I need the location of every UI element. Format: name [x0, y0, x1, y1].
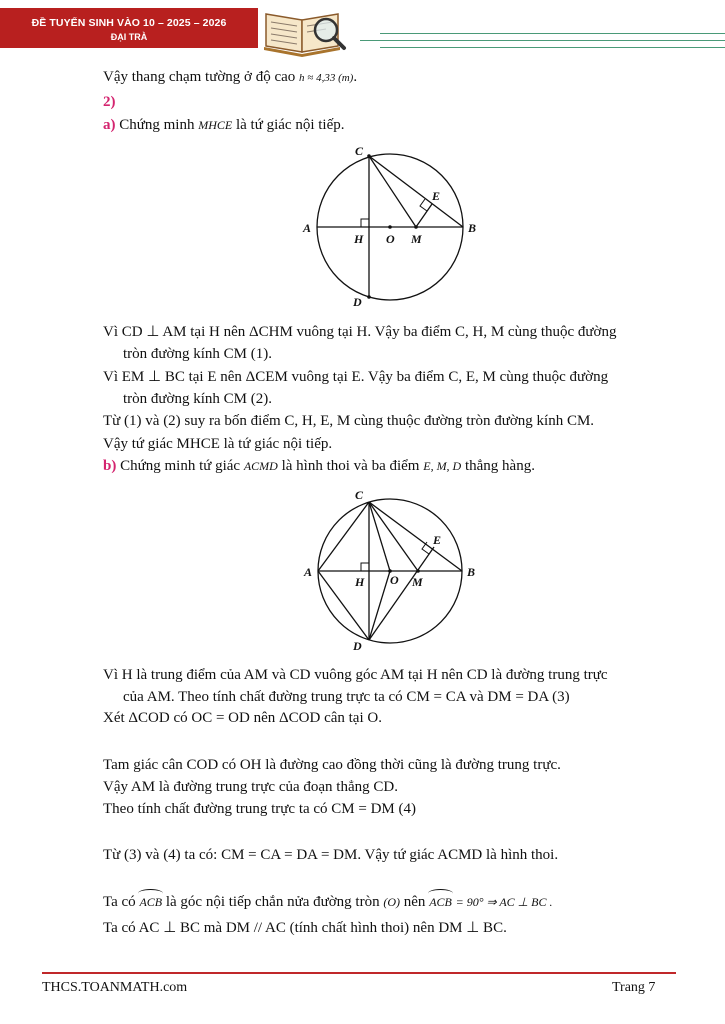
fig1-segment-cm — [369, 156, 416, 227]
paragraph-6: Xét ΔCOD có OC = OD nên ΔCOD cân tại O. — [103, 710, 382, 726]
paragraph-7: Tam giác cân COD có OH là đường cao đồng thời cũng là đường trung trực. — [103, 757, 561, 773]
fig2-right-angle-h — [361, 563, 369, 571]
footer-site: THCS.TOANMATH.com — [42, 980, 188, 995]
fig2-segment-od — [369, 571, 390, 640]
fig1-segment-em — [416, 204, 432, 227]
paragraph-11: Ta có ACB là góc nội tiếp chắn nửa đường tròn (O) nên ACB = 90° ⇒ AC ⊥ BC . — [103, 894, 553, 910]
fig1-segment-cb — [369, 156, 463, 227]
paragraph-9: Theo tính chất đường trung trực ta có CM = DM (4) — [103, 801, 417, 817]
fig2-right-angle-e — [422, 542, 429, 554]
header-rule-1 — [380, 33, 725, 34]
fig1-point-m — [414, 225, 418, 229]
exam-title: ĐỀ TUYỂN SINH VÀO 10 – 2025 – 2026 — [31, 17, 227, 29]
paragraph-1: Vì CD ⊥ AM tại H nên ΔCHM vuông tại H. Vậy ba điểm C, H, M cùng thuộc đường tròn đường kính CM (1). — [103, 324, 617, 362]
fig2-label-c: C — [355, 488, 364, 502]
fig2-label-b: B — [467, 565, 476, 579]
fig1-label-b: B — [468, 221, 477, 235]
fig1-label-d: D — [353, 295, 362, 309]
part-a-heading: a) Chứng minh MHCE là tứ giác nội tiếp. — [103, 117, 345, 133]
fig1-point-c — [367, 154, 371, 158]
exam-subtitle: ĐẠI TRÀ — [110, 32, 148, 42]
part-2-heading: 2) — [103, 94, 116, 110]
fig2-segment-cm — [369, 502, 418, 571]
fig1-label-h: H — [354, 232, 364, 246]
fig2-segment-co — [369, 502, 390, 571]
fig2-label-o: O — [390, 573, 399, 587]
fig2-label-d: D — [353, 639, 362, 653]
paragraph-3: Từ (1) và (2) suy ra bốn điểm C, H, E, M cùng thuộc đường tròn đường kính CM. — [103, 413, 595, 429]
fig1-label-a: A — [303, 221, 312, 235]
fig2-label-m: M — [412, 575, 423, 589]
fig2-segment-de — [369, 547, 434, 640]
header-rule-3 — [380, 47, 725, 48]
fig1-right-angle-h — [361, 219, 369, 227]
fig2-label-e: E — [433, 533, 442, 547]
fig1-label-o: O — [386, 232, 395, 246]
part-b-heading: b) Chứng minh tứ giác ACMD là hình thoi và ba điểm E, M, D thẳng hàng. — [103, 458, 535, 474]
paragraph-8: Vậy AM là đường trung trực của đoạn thẳng CD. — [103, 779, 398, 795]
fig1-point-d — [367, 295, 371, 299]
paragraph-10: Từ (3) và (4) ta có: CM = CA = DA = DM. Vậy tứ giác ACMD là hình thoi. — [103, 847, 559, 863]
fig1-label-c: C — [355, 144, 364, 158]
figure-1 — [300, 140, 490, 310]
fig1-right-angle-e — [420, 199, 427, 211]
header-banner — [0, 8, 258, 48]
footer-rule — [42, 972, 676, 974]
fig2-label-h: H — [355, 575, 365, 589]
figure-2 — [300, 485, 490, 655]
paragraph-2: Vì EM ⊥ BC tại E nên ΔCEM vuông tại E. Vậy ba điểm C, E, M cùng thuộc đường tròn đường kính CM (2). — [103, 369, 609, 407]
conclusion-line: Vậy thang chạm tường ở độ cao h ≈ 4,33 (m). — [103, 69, 358, 85]
header-rule-2 — [360, 40, 725, 41]
fig1-point-o — [388, 225, 392, 229]
paragraph-12: Ta có AC ⊥ BC mà DM // AC (tính chất hình thoi) nên DM ⊥ BC. — [103, 920, 507, 936]
fig1-label-e: E — [432, 189, 441, 203]
fig1-label-m: M — [411, 232, 422, 246]
fig2-segment-cb — [369, 502, 462, 571]
page-number: Trang 7 — [612, 980, 656, 995]
fig2-segment-ac — [318, 502, 369, 571]
fig2-label-a: A — [304, 565, 313, 579]
paragraph-5: Vì H là trung điểm của AM và CD vuông góc AM tại H nên CD là đường trung trực của AM. Theo tính chất đường trung trực ta có CM = CA và DM = DA (3) — [103, 667, 608, 705]
book-magnifier-icon — [258, 0, 348, 60]
paragraph-4: Vậy tứ giác MHCE là tứ giác nội tiếp. — [103, 436, 333, 452]
fig2-point-m — [416, 569, 420, 573]
